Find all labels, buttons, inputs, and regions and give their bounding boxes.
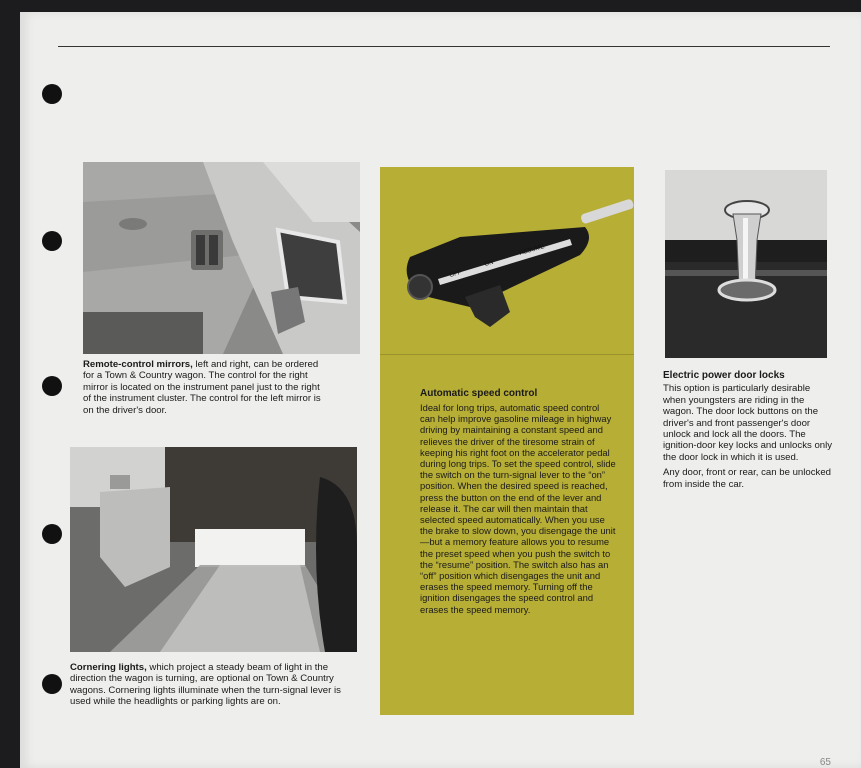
cornering-caption	[70, 662, 360, 708]
mirror-photo	[83, 162, 360, 354]
binder-hole	[42, 231, 62, 251]
binder-hole	[42, 524, 62, 544]
binder-hole	[42, 376, 62, 396]
doorlocks-text-2: Any door, front or rear, can be unlocked from inside the car.	[663, 467, 831, 490]
lever-off-label: OFF	[448, 269, 463, 279]
lever-resume-label: RESUME	[518, 244, 546, 257]
speed-control-panel	[380, 167, 634, 715]
lever-on-label: ON	[483, 259, 495, 268]
cornering-heading: Cornering lights,	[70, 662, 147, 673]
speed-heading: Automatic speed control	[420, 388, 538, 399]
mirrors-text: left and right, can be ordered for a Town & Country wagon. The control for the right mirror is located on the instrument panel just to the right of the instrument cluster. The control for the left mirror is on the driver's door.	[83, 359, 321, 416]
mirrors-heading: Remote-control mirrors,	[83, 359, 193, 370]
doorlocks-caption	[663, 370, 833, 490]
panel-divider	[380, 354, 634, 355]
turn-signal-lever-illustration	[380, 167, 634, 352]
cornering-text: which project a steady beam of light in the direction the wagon is turning, are optional on Town & Country wagons. Cornering lights illuminate when the turn-signal lever is used while the headlights or parking lights are on.	[70, 662, 341, 708]
speed-text: Ideal for long trips, automatic speed control can help improve gasoline mileage in highway driving by maintaining a constant speed and relieves the driver of the tiresome strain of keeping his right foot on the accelerator pedal during long trips. To set the speed control, slide the switch on the turn-signal lever to the “on” position. When the desired speed is reached, press the button on the end of the lever and release it. The car will then maintain that selected speed automatically. When you use the brake to slow down, you disengage the unit—but a memory feature allows you to resume the preset speed when you push the switch to the “resume” position. The switch also has an “off” position which disengages the unit and erases the speed memory. Turning off the ignition disengages the speed control and erases the speed memory.	[420, 402, 616, 615]
door-lock-photo	[665, 170, 827, 358]
top-rule	[58, 46, 830, 47]
doorlocks-heading: Electric power door locks	[663, 370, 785, 381]
binder-hole	[42, 674, 62, 694]
mirrors-caption	[83, 359, 323, 416]
binder-hole	[42, 84, 62, 104]
brochure-page	[20, 12, 861, 768]
page-number: 65	[819, 757, 831, 768]
cornering-light-photo	[70, 447, 357, 652]
doorlocks-text-1: This option is particularly desirable when youngsters are riding in the wagon. The door lock buttons on the driver's and front passenger's door unlock and lock all the doors. The ignition-door key locks and unlocks only the door lock in which it is used.	[663, 383, 833, 463]
